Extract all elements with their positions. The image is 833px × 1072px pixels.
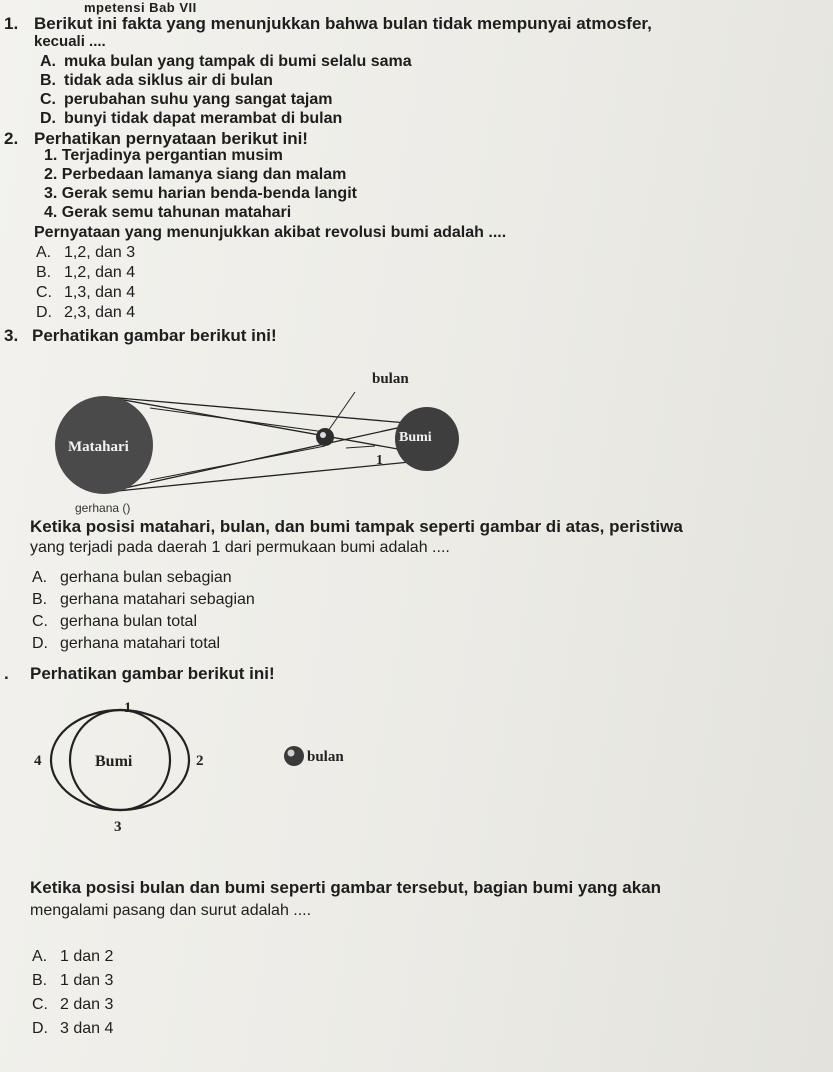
q1-option-c-text: perubahan suhu yang sangat tajam	[64, 91, 333, 108]
q2-option-b-label[interactable]: B.	[36, 264, 52, 281]
q3-option-b-text: gerhana matahari sebagian	[60, 591, 255, 608]
eclipse-figure	[0, 360, 480, 520]
figure-p3-label: 3	[114, 819, 122, 835]
q4-option-b-text: 1 dan 3	[60, 972, 114, 989]
figure-p4-label: 4	[34, 753, 42, 769]
ray-cross-1	[107, 397, 420, 453]
q1-option-c-label[interactable]: C.	[40, 91, 56, 108]
q3-option-a-text: gerhana bulan sebagian	[60, 569, 232, 586]
figure-region-label: 1	[376, 453, 383, 468]
q2-option-d-label[interactable]: D.	[36, 304, 52, 321]
tide-figure	[0, 700, 420, 870]
q1-option-a-label[interactable]: A.	[40, 53, 56, 70]
q1-option-a-text: muka bulan yang tampak di bumi selalu sama	[64, 53, 412, 70]
q4-option-c-label[interactable]: C.	[32, 996, 48, 1013]
q3-option-d-label[interactable]: D.	[32, 635, 48, 652]
ray-moon-1	[150, 408, 325, 432]
q4-option-d-label[interactable]: D.	[32, 1020, 48, 1037]
q2-statement-4: 4. Gerak semu tahunan matahari	[44, 204, 292, 221]
figure-p1-label: 1	[124, 700, 132, 716]
q1-option-b-label[interactable]: B.	[40, 72, 56, 89]
figure-moon-label: bulan	[307, 749, 344, 765]
figure-moon-label: bulan	[372, 371, 409, 387]
moon-highlight-icon	[320, 432, 326, 438]
q4-option-c-text: 2 dan 3	[60, 996, 114, 1013]
q3-option-c-label[interactable]: C.	[32, 613, 48, 630]
q2-number: 2.	[4, 129, 19, 148]
q4-option-b-label[interactable]: B.	[32, 972, 48, 989]
q2-option-a-text: 1,2, dan 3	[64, 244, 136, 261]
q4-number: .	[4, 664, 9, 683]
q3-option-a-label[interactable]: A.	[32, 569, 48, 586]
q4-option-a-label[interactable]: A.	[32, 948, 48, 965]
q3-text-line1: Ketika posisi matahari, bulan, dan bumi tampak seperti gambar di atas, peristiwa	[30, 517, 683, 536]
q2-statement-1: 1. Terjadinya pergantian musim	[44, 147, 283, 164]
figure-earth-label: Bumi	[95, 753, 133, 770]
figure-earth-label: Bumi	[399, 430, 432, 445]
moon-pointer	[326, 392, 355, 434]
q1-option-b-text: tidak ada siklus air di bulan	[64, 72, 273, 89]
moon-highlight-icon	[288, 750, 295, 757]
q4-text-line1: Ketika posisi bulan dan bumi seperti gambar tersebut, bagian bumi yang akan	[30, 878, 662, 897]
q2-option-c-label[interactable]: C.	[36, 284, 52, 301]
q2-option-d-text: 2,3, dan 4	[64, 304, 136, 321]
q2-statement-2: 2. Perbedaan lamanya siang dan malam	[44, 166, 347, 183]
ray-moon-2	[150, 446, 325, 480]
q3-intro: Perhatikan gambar berikut ini!	[32, 326, 277, 345]
q1-text-line1: Berikut ini fakta yang menunjukkan bahwa bulan tidak mempunyai atmosfer,	[34, 14, 652, 33]
region-pointer	[346, 446, 375, 448]
moon-icon	[284, 746, 304, 766]
q1-number: 1.	[4, 14, 19, 33]
q1-option-d-label[interactable]: D.	[40, 110, 56, 127]
q3-option-d-text: gerhana matahari total	[60, 635, 221, 652]
ray-top	[107, 397, 430, 425]
q2-statement-3: 3. Gerak semu harian benda-benda langit	[44, 185, 357, 202]
figure-caption: gerhana ()	[75, 501, 131, 515]
q1-text-line2: kecuali ....	[34, 33, 106, 50]
q4-text-line2: mengalami pasang dan surut adalah ....	[30, 902, 312, 919]
q4-option-a-text: 1 dan 2	[60, 948, 114, 965]
q3-option-c-text: gerhana bulan total	[60, 613, 197, 630]
q3-text-line2: yang terjadi pada daerah 1 dari permukaan bumi adalah ....	[30, 539, 450, 556]
figure-p2-label: 2	[196, 753, 204, 769]
page-header: mpetensi Bab VII	[84, 0, 197, 15]
q1-option-d-text: bunyi tidak dapat merambat di bulan	[64, 110, 343, 127]
q2-option-b-text: 1,2, dan 4	[64, 264, 136, 281]
figure-sun-label: Matahari	[68, 439, 129, 455]
q2-intro: Perhatikan pernyataan berikut ini!	[34, 129, 308, 148]
q3-option-b-label[interactable]: B.	[32, 591, 48, 608]
q2-question: Pernyataan yang menunjukkan akibat revolusi bumi adalah ....	[34, 224, 507, 241]
q4-option-d-text: 3 dan 4	[60, 1020, 114, 1037]
q2-option-a-label[interactable]: A.	[36, 244, 52, 261]
q2-option-c-text: 1,3, dan 4	[64, 284, 136, 301]
q3-number: 3.	[4, 326, 19, 345]
q4-intro: Perhatikan gambar berikut ini!	[30, 664, 275, 683]
